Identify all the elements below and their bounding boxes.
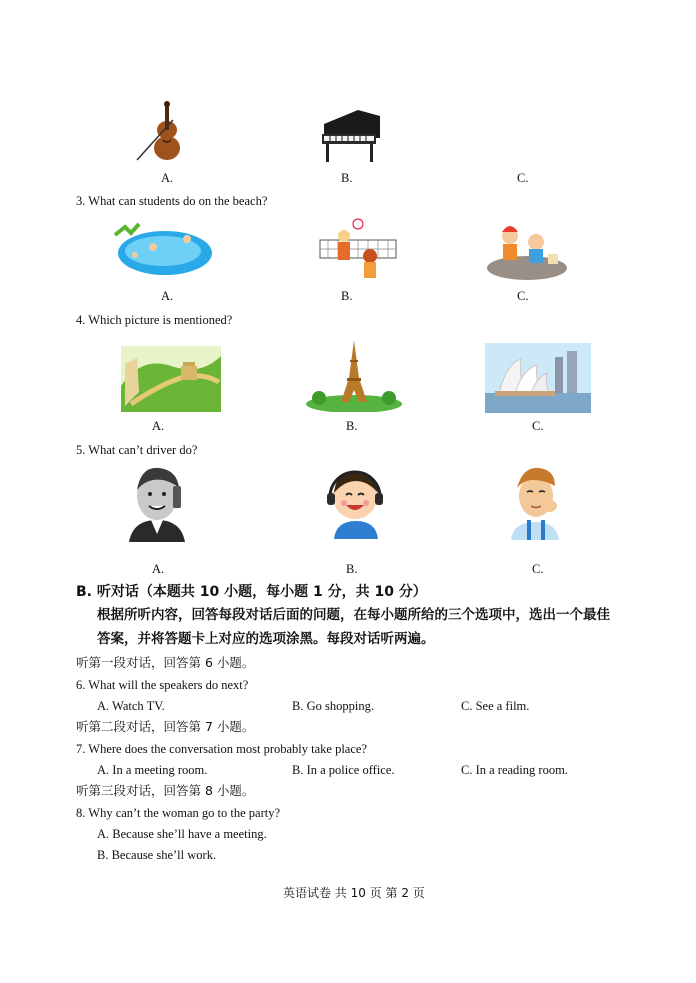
dialog1-intro: 听第一段对话，回答第 6 小题。 — [76, 655, 255, 670]
q2-option-c: C. — [517, 171, 529, 185]
section-b-instruction-line1: 根据所听内容，回答每段对话后面的问题，在每小题所给的三个选项中，选出一个最佳 — [97, 607, 610, 623]
dialog3-intro: 听第三段对话，回答第 8 小题。 — [76, 783, 255, 798]
q4-option-c: C. — [532, 419, 544, 433]
q7-option-c: C. In a reading room. — [461, 763, 568, 777]
violin-picture — [133, 100, 189, 164]
q2-option-a: A. — [161, 171, 174, 185]
page-footer: 英语试卷 共 10 页 第 2 页 — [283, 886, 425, 900]
eating-man-picture — [503, 466, 571, 540]
q4-option-b: B. — [346, 419, 358, 433]
q3-option-b: B. — [341, 289, 353, 303]
q5-option-a: A. — [152, 562, 165, 576]
q3-option-c: C. — [517, 289, 529, 303]
q7-option-a: A. In a meeting room. — [97, 763, 208, 777]
q8-question: 8. Why can’t the woman go to the party? — [76, 806, 280, 820]
phone-man-picture — [125, 466, 191, 542]
headphones-boy-picture — [324, 465, 386, 539]
q6-question: 6. What will the speakers do next? — [76, 678, 249, 692]
q6-option-c: C. See a film. — [461, 699, 530, 713]
q2-option-b: B. — [341, 171, 353, 185]
q5-question: 5. What can’t driver do? — [76, 443, 198, 457]
piano-picture — [318, 104, 384, 164]
q7-question: 7. Where does the conversation most probably take place? — [76, 742, 367, 756]
sydney-opera-house-picture — [485, 343, 591, 413]
q5-option-c: C. — [532, 562, 544, 576]
q6-option-b: B. Go shopping. — [292, 699, 374, 713]
q8-option-b: B. Because she’ll work. — [97, 848, 217, 862]
q7-option-b: B. In a police office. — [292, 763, 395, 777]
eiffel-tower-picture — [305, 338, 403, 412]
q8-option-a: A. Because she’ll have a meeting. — [97, 827, 267, 841]
q6-option-a: A. Watch TV. — [97, 699, 165, 713]
section-b-title: B. 听对话（本题共 10 小题，每小题 1 分，共 10 分） — [76, 584, 427, 600]
great-wall-picture — [121, 346, 221, 412]
dialog2-intro: 听第二段对话，回答第 7 小题。 — [76, 719, 255, 734]
q3-option-a: A. — [161, 289, 174, 303]
q3-question: 3. What can students do on the beach? — [76, 194, 268, 208]
q4-question: 4. Which picture is mentioned? — [76, 313, 233, 327]
section-b-instruction-line2: 答案，并将答题卡上对应的选项涂黑。每段对话听两遍。 — [97, 631, 435, 647]
swimming-picture — [113, 221, 213, 279]
q4-option-a: A. — [152, 419, 165, 433]
q5-option-b: B. — [346, 562, 358, 576]
sandcastle-picture — [486, 218, 568, 280]
volleyball-picture — [318, 218, 398, 280]
